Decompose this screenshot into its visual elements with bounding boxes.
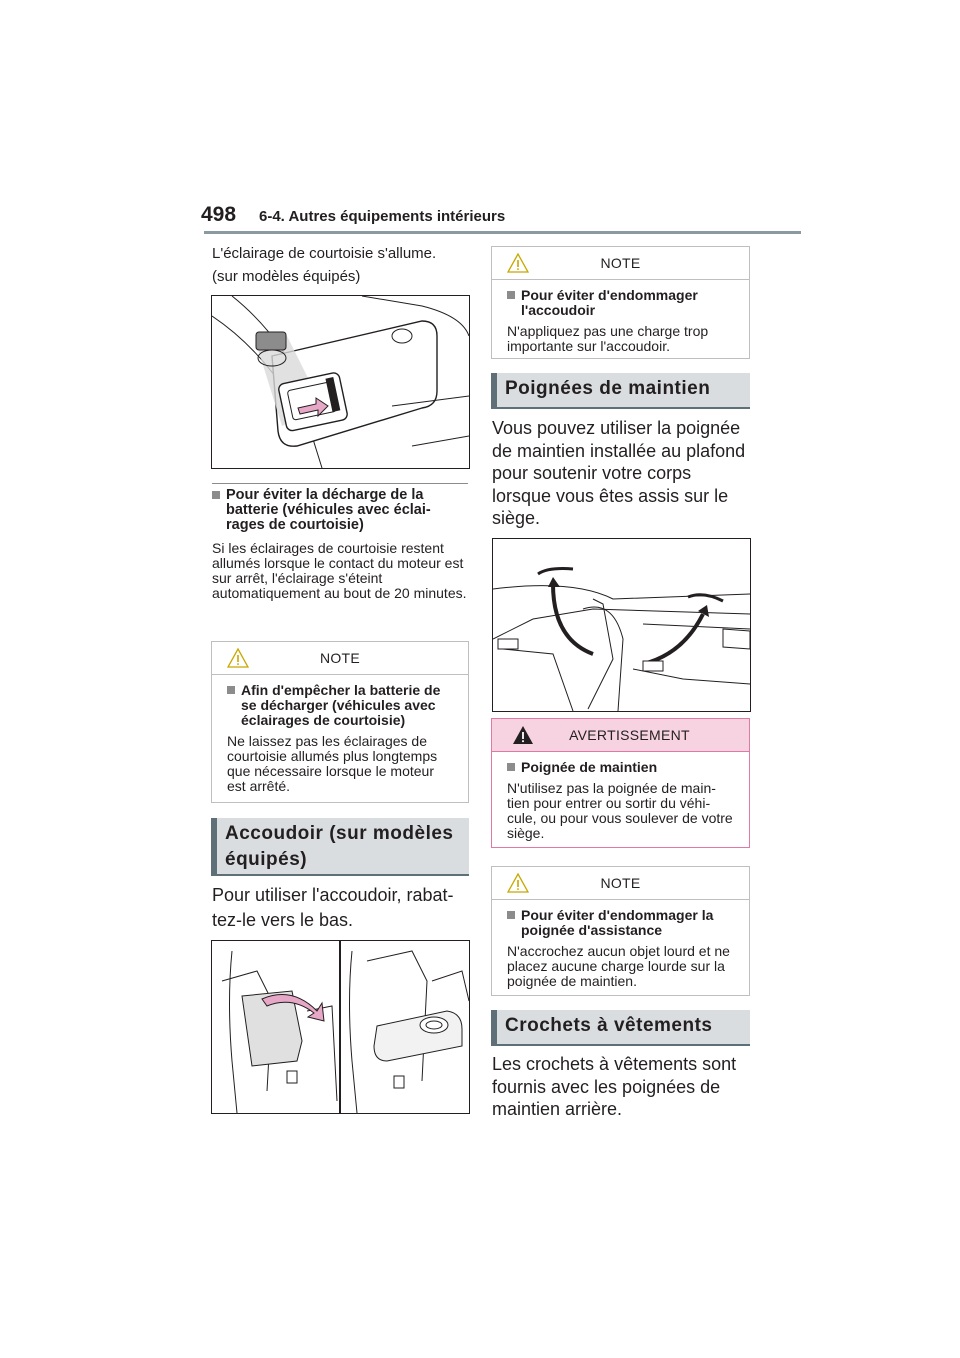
grips-section-title: Poignées de maintien: [491, 373, 750, 409]
note-box-grip: [491, 866, 750, 996]
caution-triangle-icon: [507, 873, 529, 893]
hooks-text-line: Les crochets à vêtements sont: [492, 1054, 737, 1074]
sun-visor-illustration: [211, 295, 470, 469]
armrest-drawing: [212, 941, 469, 1113]
note-header: [492, 867, 749, 900]
grips-text-line: lorsque vous êtes assis sur le: [492, 485, 729, 506]
note-heading-text: Pour éviter d'endommager la poignée d'assistance: [521, 907, 714, 938]
armrest-title-line-1: Accoudoir (sur modèles: [225, 823, 454, 844]
bullet-square-icon: [507, 291, 515, 299]
bullet-square-icon: [507, 763, 515, 771]
bullet-square-icon: [212, 491, 220, 499]
warning-triangle-icon: [512, 725, 534, 745]
note-box-battery: [211, 641, 469, 803]
bullet-square-icon: [227, 686, 235, 694]
note-text: Ne laissez pas les éclairages de courtoisie allumés plus longtemps que nécessaire lorsque le moteur est arrêté.: [227, 733, 438, 794]
assist-grip-illustration: [492, 538, 751, 712]
note-label: NOTE: [319, 650, 361, 666]
note-label: NOTE: [600, 255, 641, 271]
note-heading: [507, 908, 735, 938]
intro-line-1: L'éclairage de courtoisie s'allume.: [212, 245, 437, 262]
bullet-square-icon: [507, 911, 515, 919]
caution-triangle-icon: [227, 648, 249, 668]
note-label: NOTE: [600, 875, 641, 891]
hooks-text-line: maintien arrière.: [492, 1099, 623, 1119]
battery-text: Si les éclairages de courtoisie restent allumés lorsque le contact du moteur est sur arrêt, l'éclairage s'éteint automatiquement au bout de 20 minutes.: [212, 540, 467, 601]
hooks-section-title: Crochets à vêtements: [491, 1010, 750, 1046]
note-heading: [227, 683, 454, 728]
page-number: 498: [201, 203, 237, 226]
warning-box-grip: [491, 718, 750, 848]
armrest-text: [212, 883, 472, 933]
warning-heading: [507, 760, 735, 775]
note-heading: [507, 288, 735, 318]
note-heading-text: Afin d'empêcher la batterie de se décharger (véhicules avec éclairages de courtoisie): [241, 682, 441, 728]
armrest-title-line-2: équipés): [225, 849, 308, 870]
note-text: N'appliquez pas une charge trop importante sur l'accoudoir.: [507, 323, 709, 354]
intro-text: [212, 243, 472, 287]
assist-grip-drawing: [493, 539, 750, 711]
hooks-text: [492, 1053, 752, 1121]
note-header: [212, 642, 468, 675]
note-box-armrest: [491, 246, 750, 359]
section-title: 6-4. Autres équipements intérieurs: [259, 208, 506, 225]
grips-text: [492, 417, 752, 530]
grips-text-line: Vous pouvez utiliser la poignée: [492, 418, 741, 438]
note-heading-text: Pour éviter d'endommager l'accoudoir: [521, 287, 698, 318]
caution-triangle-icon: [507, 253, 529, 273]
warning-header: [492, 719, 749, 752]
armrest-text-line-2: tez-le vers le bas.: [212, 910, 354, 930]
note-text: N'accrochez aucun objet lourd et ne placez aucune charge lourde sur la poignée de maintien.: [507, 943, 730, 989]
header-rule: [204, 231, 801, 234]
grips-text-line: pour soutenir votre corps: [492, 463, 692, 483]
armrest-illustration: [211, 940, 470, 1114]
warning-label: AVERTISSEMENT: [569, 727, 690, 743]
grips-text-line: de maintien installée au plafond: [492, 440, 746, 461]
warning-heading-text: Poignée de maintien: [521, 759, 658, 775]
battery-subheading: [212, 488, 467, 533]
armrest-section-title: [211, 818, 469, 876]
warning-text: N'utilisez pas la poignée de main-tien pour entrer ou sortir du véhi-cule, ou pour vous soulever de votre siège.: [507, 780, 733, 841]
note-header: [492, 247, 749, 280]
grips-text-line: siège.: [492, 508, 541, 528]
intro-line-2: (sur modèles équipés): [212, 268, 361, 285]
hooks-text-line: fournis avec les poignées de: [492, 1076, 721, 1097]
sun-visor-drawing: [212, 296, 469, 468]
armrest-text-line-1: Pour utiliser l'accoudoir, rabat-: [212, 885, 454, 905]
battery-heading-text: Pour éviter la décharge de la batterie (véhicules avec éclai-rages de courtoisie): [226, 487, 431, 533]
separator: [212, 483, 468, 484]
